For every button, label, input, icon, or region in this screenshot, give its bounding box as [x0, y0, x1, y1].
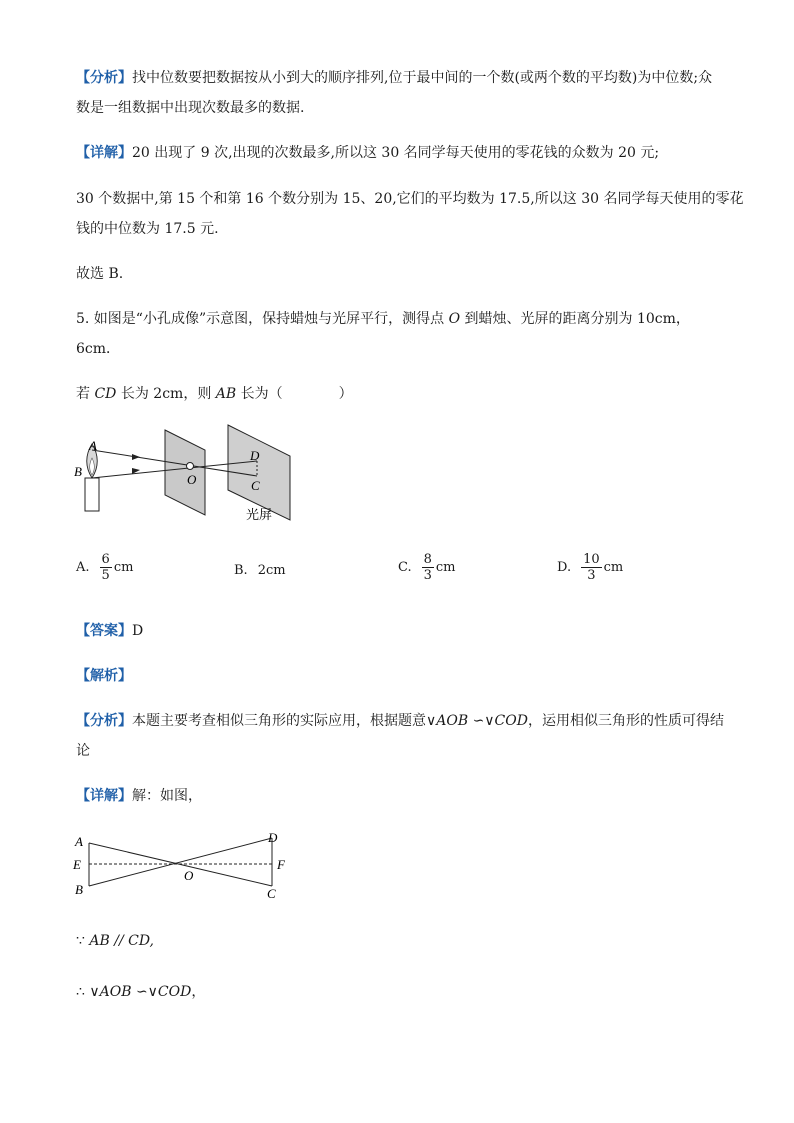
q5-stem-point-o: O [448, 311, 461, 327]
fig2-label-b: B [75, 882, 83, 897]
q4-conclusion: 故选 B. [76, 266, 124, 282]
q4-detail-tag: 【详解】 [76, 145, 132, 161]
fig2-label-o: O [184, 868, 194, 883]
segment-bd [89, 838, 272, 886]
option-c [398, 552, 456, 583]
q5-stem-cd: CD [94, 386, 117, 402]
ray-arrow-a [132, 454, 140, 460]
option-b-text: 2cm [257, 563, 286, 578]
q5-stem-line3-pre: 若 [76, 386, 95, 402]
therefore-line [76, 982, 205, 1002]
q4-detail-line3: 钱的中位数为 17.5 元. [76, 221, 219, 237]
q5-stem-line1 [76, 309, 690, 329]
candle-body [85, 478, 99, 511]
fig1-label-o: O [187, 472, 197, 487]
q5-stem-line3-post: 长为（ ） [236, 386, 353, 402]
option-a-label: A. [76, 560, 90, 575]
option-c-unit: cm [435, 560, 456, 575]
option-c-numerator: 8 [423, 552, 432, 567]
q4-analysis-line2: 数是一组数据中出现次数最多的数据. [76, 100, 305, 116]
therefore-symbol: ∴ [76, 984, 85, 1000]
q5-detail-text: 解：如图， [132, 788, 202, 804]
option-a-unit: cm [113, 560, 134, 575]
q5-answer-tag: 【答案】 [76, 623, 132, 639]
fig1-label-b: B [74, 464, 82, 479]
because-line [76, 931, 154, 951]
fig2-label-a: A [75, 834, 83, 849]
option-a [76, 552, 133, 583]
option-c-label: C. [398, 560, 412, 575]
q4-analysis-tag: 【分析】 [76, 70, 132, 86]
q5-stem-line1-pre: 5. 如图是“小孔成像”示意图，保持蜡烛与光屏平行，测得点 [76, 311, 449, 327]
fig2-label-d: D [268, 830, 278, 845]
q4-detail-line1 [76, 143, 659, 163]
q5-stem-line3-mid: 长为 2cm，则 [116, 386, 216, 402]
q5-stem-line2: 6cm． [76, 341, 121, 357]
therefore-text: ∨AOB ∽∨COD [89, 984, 192, 1000]
fig2-label-e: E [73, 857, 81, 872]
because-symbol: ∵ [76, 933, 85, 949]
option-d-fraction [581, 552, 602, 583]
q5-analysis-post: ，运用相似三角形的性质可得结 [527, 713, 724, 729]
q4-analysis-text: 找中位数要把数据按从小到大的顺序排列,位于最中间的一个数(或两个数的平均数)为中位数;众 [132, 70, 713, 86]
fig2-label-f: F [277, 857, 285, 872]
q5-analysis-line2: 论 [76, 743, 90, 759]
q5-solution-tag-text: 【解析】 [76, 668, 132, 684]
q5-detail [76, 786, 202, 806]
option-b [234, 563, 286, 578]
similar-triangles-figure [70, 828, 300, 900]
q5-stem-line3 [76, 384, 353, 404]
q4-detail-line2: 30 个数据中,第 15 个和第 16 个数分别为 15、20,它们的平均数为 17.5,所以这 30 名同学每天使用的零花 [76, 191, 744, 207]
option-c-denominator: 3 [423, 568, 432, 583]
fig1-screen-caption: 光屏 [246, 507, 273, 522]
q5-analysis-tag: 【分析】 [76, 713, 132, 729]
option-d-denominator: 3 [587, 568, 596, 583]
option-a-denominator: 5 [101, 568, 110, 583]
fig1-label-d: D [250, 448, 260, 463]
option-d-label: D. [557, 560, 572, 575]
q5-answer [76, 621, 143, 641]
q5-answer-value: D [132, 623, 144, 639]
q5-stem-ab: AB [215, 386, 237, 402]
q5-stem-line1-post: 到蜡烛、光屏的距离分别为 10cm， [460, 311, 690, 327]
q5-analysis-pre: 本题主要考查相似三角形的实际应用，根据题意 [132, 713, 426, 729]
fig1-label-a: A [89, 438, 97, 453]
option-a-fraction [100, 552, 112, 583]
therefore-tail: ， [191, 984, 206, 1000]
q5-detail-tag: 【详解】 [76, 788, 132, 804]
pinhole-board [165, 430, 205, 515]
q5-analysis-similarity: ∨AOB ∽∨COD [426, 713, 528, 729]
pinhole-imaging-figure [70, 420, 310, 525]
option-a-numerator: 6 [101, 552, 110, 567]
fig1-label-c: C [251, 478, 260, 493]
q5-analysis-line1 [76, 711, 724, 731]
option-d [557, 552, 623, 583]
option-c-fraction [422, 552, 434, 583]
option-b-label: B. [234, 563, 248, 578]
option-d-numerator: 10 [583, 552, 600, 567]
option-d-unit: cm [603, 560, 624, 575]
because-text: AB // CD, [89, 933, 154, 949]
pinhole-o [187, 463, 194, 470]
q5-solution-tag [76, 666, 132, 686]
q4-analysis-line1 [76, 68, 712, 88]
q4-detail-text: 20 出现了 9 次,出现的次数最多,所以这 30 名同学每天使用的零花钱的众数为 20 元; [132, 145, 660, 161]
fig2-label-c: C [267, 886, 276, 900]
